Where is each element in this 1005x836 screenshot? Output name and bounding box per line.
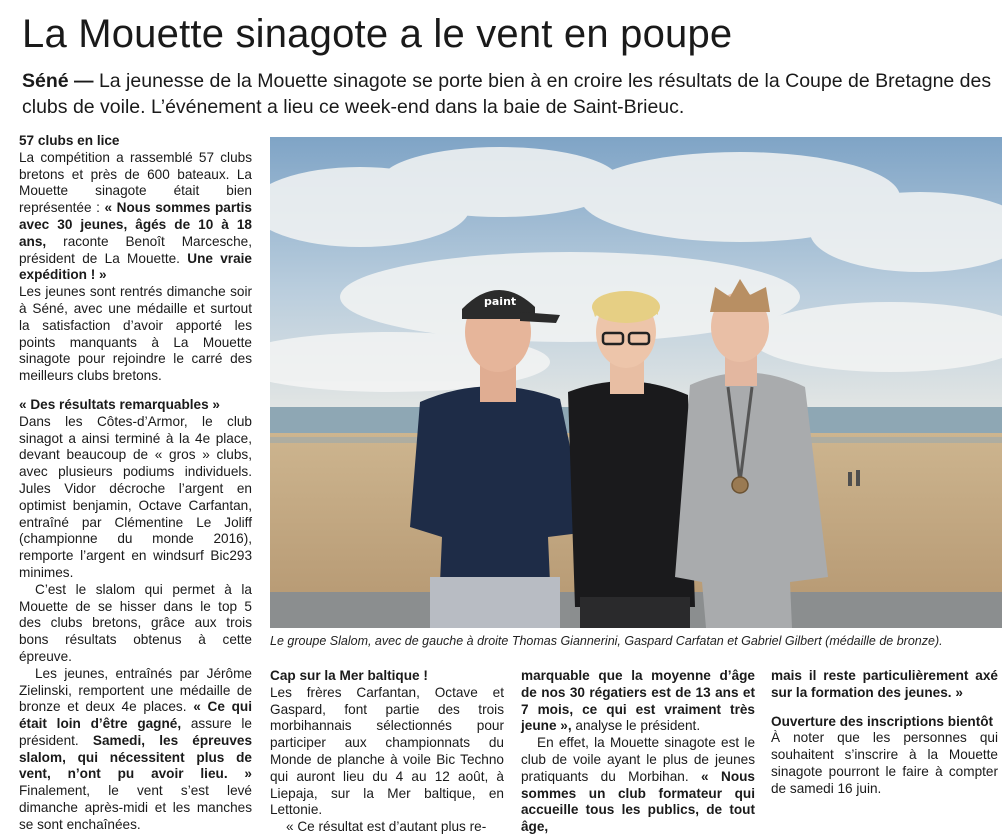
- quote-bold: marquable que la moyenne d’âge de nos 30 régatiers est de 13 ans et 7 mois, ce qui est vraiment très jeune »,: [521, 668, 755, 734]
- paragraph-podiums: Dans les Côtes-d’Armor, le club sinagot a ainsi terminé à la 4e place, devant beaucoup de « gros » clubs, avec plusieurs podiums individuels. Jules Vidor décroche l’argent en optimist benjamin, Octave Carfantan, entraîné par Clémentine Le Joliff (championne du monde 2016), remporte l’argent en windsurf Bic293 minimes.: [19, 413, 252, 580]
- subheading-57-clubs: 57 clubs en lice: [19, 133, 120, 148]
- quote-bold: « Nous sommes partis avec 30 jeunes, âgés de 10 à 18 ans,: [19, 200, 252, 249]
- paragraph-carfantan: Les frères Carfantan, Octave et Gaspard, font partie des trois morbihannais sélectionnés pour participer aux championnats du Monde de planche à voile Bic Techno qui auront lieu du 4 au 12 août, à Liepaja, sur la Mer baltique, en Lettonie.: [270, 684, 504, 818]
- column-1: [19, 133, 252, 834]
- beach-photo-illustration: [270, 137, 1002, 628]
- quote-bold: « Ce qui était loin d’être gagné,: [19, 699, 252, 732]
- subheading-inscriptions: Ouverture des inscriptions bientôt: [771, 713, 994, 729]
- paragraph-text: Les jeunes, entraînés par Jérôme Zielinski, remportent une médaille de bronze et deux 4e places.: [19, 665, 252, 715]
- column-4: [771, 668, 998, 798]
- column-3: [521, 668, 755, 836]
- paragraph-text: assure le président.: [19, 716, 252, 748]
- paragraph-slalom: C’est le slalom qui permet à la Mouette de se hisser dans le top 5 des clubs bretons, grâce aux trois bons résultats obtenus à cette épreuve.: [19, 581, 252, 664]
- paragraph-resultat-start: « Ce résultat est d’autant plus re-: [286, 819, 487, 835]
- group-photo: [270, 137, 1002, 628]
- paragraph-text: Finalement, le vent s’est levé dimanche après-midi et les manches se sont enchaînées.: [19, 783, 252, 832]
- paragraph-text: analyse le président.: [575, 718, 701, 734]
- paragraph-bronze: [19, 666, 252, 834]
- lede-text: La jeunesse de la Mouette sinagote se porte bien à en croire les résultats de la Coupe de Bretagne des clubs de voile. L’événement a lieu ce week-end dans la baie de Saint-Brieuc.: [22, 70, 992, 118]
- paragraph-inscriptions: À noter que les personnes qui souhaitent s’inscrire à la Mouette sinagote pourront le faire à compter de samedi 16 juin.: [771, 730, 998, 796]
- paragraph-formation: [771, 668, 998, 702]
- lede-dateline: Séné —: [22, 70, 94, 92]
- quote-bold: Samedi, les épreuves slalom, qui nécessitent plus de vent, n’ont pu avoir lieu. »: [19, 732, 253, 782]
- paragraph-competition: [19, 150, 252, 284]
- quote-bold: Une vraie expédition ! »: [19, 250, 252, 283]
- column-2: [270, 668, 504, 836]
- quote-bold: « Nous sommes un club formateur qui accueille tous les publics, de tout âge,: [521, 768, 755, 835]
- lede: [22, 68, 997, 120]
- bronze-medal: [732, 477, 748, 493]
- paragraph-return: Les jeunes sont rentrés dimanche soir à Séné, avec une médaille et surtout la satisfaction d’avoir apporté les points manquants à La Mouette sinagote pour rejoindre le carré des meilleurs clubs bretons.: [19, 284, 252, 384]
- paragraph-text: La compétition a rassemblé 57 clubs bretons et près de 600 bateaux. La Mouette sinagote était bien représentée :: [19, 149, 252, 216]
- paragraph-club-formateur: [521, 735, 755, 836]
- quote-bold: mais il reste particulièrement axé sur la formation des jeunes. »: [771, 668, 998, 700]
- paragraph-moyenne-age: [521, 668, 755, 735]
- subheading-mer-baltique: Cap sur la Mer baltique !: [270, 668, 428, 683]
- paragraph-text: En effet, la Mouette sinagote est le club de voile ayant le plus de jeunes pratiquants du Morbihan.: [521, 735, 755, 784]
- photo-caption: Le groupe Slalom, avec de gauche à droite Thomas Giannerini, Gaspard Carfatan et Gabriel Gilbert (médaille de bronze).: [270, 634, 943, 648]
- subheading-resultats: « Des résultats remarquables »: [19, 396, 220, 412]
- cap-logo: paint: [484, 295, 517, 308]
- paragraph-text: raconte Benoît Marcesche, président de La Mouette.: [19, 233, 252, 266]
- headline: La Mouette sinagote a le vent en poupe: [22, 12, 733, 56]
